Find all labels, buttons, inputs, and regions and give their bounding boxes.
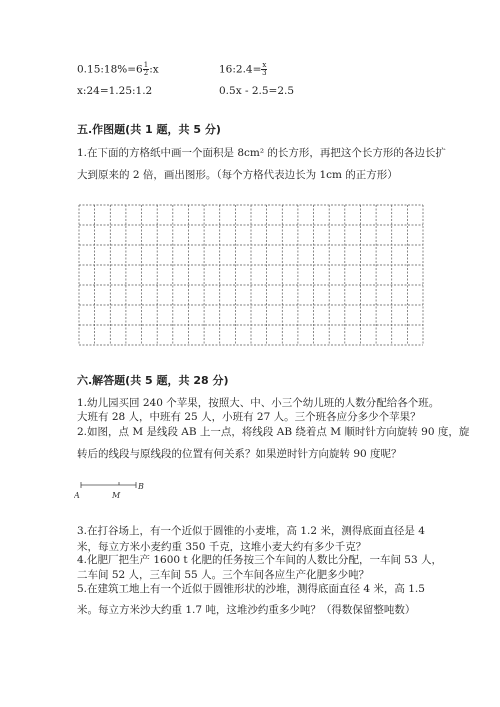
equation-2 (219, 62, 267, 77)
equation-3: x:24=1.25:1.2 (77, 85, 153, 97)
equation-4: 0.5x - 2.5=2.5 (219, 85, 295, 97)
equation-2-left: 16:2.4= (219, 63, 262, 76)
fraction-numerator: x (262, 61, 267, 69)
equation-1-left: 0.15:18%=6 (77, 63, 143, 76)
section-6-q3-line2: 米，每立方米小麦约重 350 千克，这堆小麦大约有多少千克？ (77, 541, 367, 553)
equation-1-right: :x (149, 63, 159, 76)
segment-ab-figure (74, 479, 154, 499)
section-6-q5-line2: 米。每立方米沙大约重 1.7 吨，这堆沙约重多少吨？（得数保留整吨数） (77, 604, 416, 616)
section-6-q2-line2: 转后的线段与原线段的位置有何关系？如果逆时针方向旋转 90 度呢？ (77, 448, 402, 460)
label-m: M (112, 491, 121, 499)
section-6-q4-line1: 4.化肥厂把生产 1600 t 化肥的任务按三个车间的人数比分配，一车间 53 人， (77, 554, 443, 566)
section-6-title: 六.解答题(共 5 题，共 28 分) (77, 374, 229, 387)
section-6-q2-line1: 2.如图，点 M 是线段 AB 上一点，将线段 AB 绕着点 M 顺时针方向旋转 90 度，旋 (77, 426, 470, 438)
section-6-q1-line1: 1.幼儿园买回 240 个苹果，按照大、中、小三个幼儿班的人数分配给各个班。 (77, 397, 440, 409)
equation-2-fraction (261, 62, 267, 77)
section-5-q1-line2: 大到原来的 2 倍，画出图形。（每个方格代表边长为 1cm 的正方形） (77, 169, 398, 181)
section-5-q1-line1: 1.在下面的方格纸中画一个面积是 8cm² 的长方形，再把这个长方形的各边长扩 (77, 147, 446, 159)
section-5-title: 五.作图题(共 1 题，共 5 分) (77, 123, 221, 136)
fraction-denominator: 3 (262, 69, 267, 77)
equation-1 (77, 62, 159, 77)
section-6-q4-line2: 二车间 52 人，三车间 55 人。三个车间各应生产化肥多少吨？ (77, 569, 370, 581)
section-6-q5-line1: 5.在建筑工地上有一个近似于圆锥形状的沙堆，测得底面直径 4 米，高 1.5 (77, 583, 425, 595)
section-6-q3-line1: 3.在打谷场上，有一个近似于圆锥的小麦堆，高 1.2 米，测得底面直径是 4 (77, 525, 425, 537)
fraction-numerator: 1 (143, 61, 149, 69)
fraction-denominator: 2 (143, 69, 149, 77)
section-6-q1-line2: 大班有 28 人，中班有 25 人，小班有 27 人。三个班各应分多少个苹果？ (77, 411, 421, 423)
grid-paper[interactable] (78, 204, 424, 346)
label-a: A (74, 491, 80, 499)
label-b: B (138, 482, 144, 491)
